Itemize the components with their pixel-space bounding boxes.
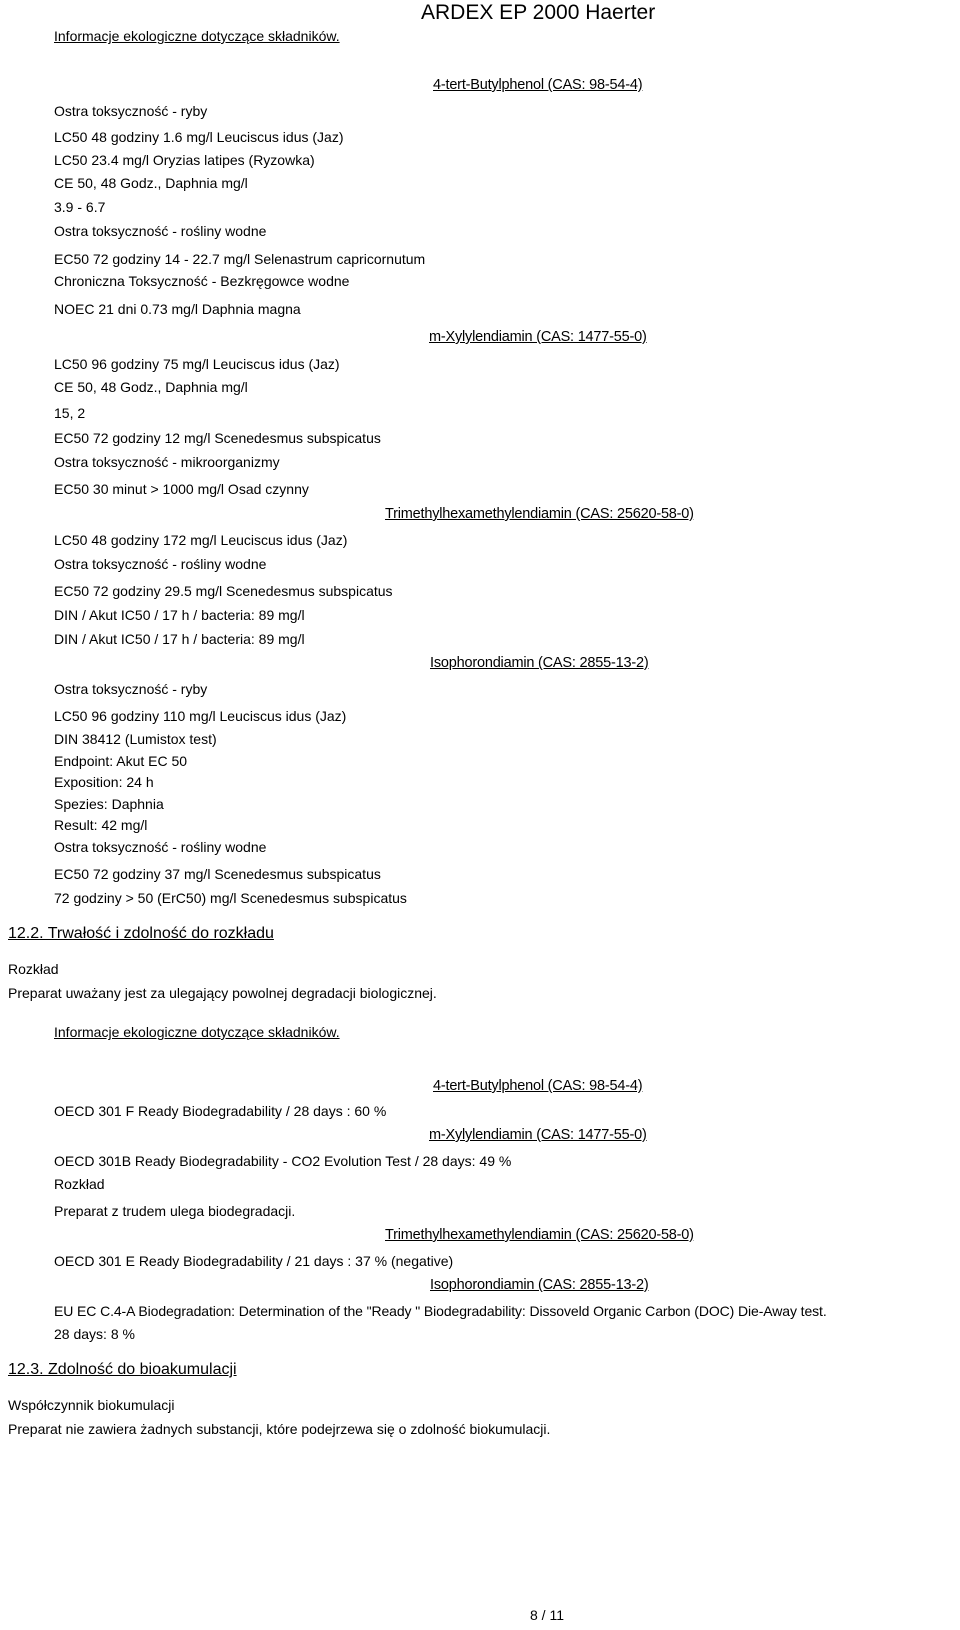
page-number: 8 / 11 — [530, 1607, 564, 1623]
substance-heading: Isophorondiamin (CAS: 2855-13-2) — [430, 1277, 649, 1293]
biodeg-result: 28 days: 8 % — [54, 1326, 135, 1342]
tox-line: DIN / Akut IC50 / 17 h / bacteria: 89 mg/l — [54, 607, 305, 623]
tox-line: Ostra toksyczność - rośliny wodne — [54, 556, 267, 572]
tox-line: Ostra toksyczność - mikroorganizmy — [54, 454, 280, 470]
section-link[interactable]: Informacje ekologiczne dotyczące składników. — [54, 28, 340, 44]
tox-line: Ostra toksyczność - ryby — [54, 681, 208, 697]
tox-line: 72 godziny > 50 (ErC50) mg/l Scenedesmus subspicatus — [54, 890, 407, 906]
section-heading-12-2: 12.2. Trwałość i zdolność do rozkładu — [8, 925, 274, 942]
tox-line: CE 50, 48 Godz., Daphnia mg/l — [54, 379, 248, 395]
biodeg-result: OECD 301 E Ready Biodegradability / 21 days : 37 % (negative) — [54, 1253, 454, 1269]
substance-heading: Trimethylhexamethylendiamin (CAS: 25620-58-0) — [385, 506, 694, 522]
biodeg-result: EU EC C.4-A Biodegradation: Determination of the "Ready " Biodegradability: Dissoveld Organic Carbon (DOC) Die-Away test. — [54, 1303, 827, 1319]
product-title: ARDEX EP 2000 Haerter — [421, 1, 656, 24]
tox-line: DIN / Akut IC50 / 17 h / bacteria: 89 mg/l — [54, 631, 305, 647]
tox-line: Ostra toksyczność - rośliny wodne — [54, 223, 267, 239]
substance-heading: 4-tert-Butylphenol (CAS: 98-54-4) — [433, 1078, 643, 1094]
tox-line: 3.9 - 6.7 — [54, 199, 106, 215]
tox-line: LC50 96 godziny 110 mg/l Leuciscus idus (Jaz) — [54, 708, 347, 724]
tox-line: LC50 48 godziny 172 mg/l Leuciscus idus (Jaz) — [54, 532, 348, 548]
label-bioaccumulation: Współczynnik biokumulacji — [8, 1397, 175, 1413]
tox-line: LC50 96 godziny 75 mg/l Leuciscus idus (Jaz) — [54, 356, 340, 372]
tox-line: Spezies: Daphnia — [54, 796, 164, 812]
tox-line: LC50 23.4 mg/l Oryzias latipes (Ryzowka) — [54, 152, 315, 168]
tox-line: Exposition: 24 h — [54, 774, 154, 790]
biodeg-result: OECD 301B Ready Biodegradability - CO2 Evolution Test / 28 days: 49 % — [54, 1153, 512, 1169]
tox-line: EC50 30 minut > 1000 mg/l Osad czynny — [54, 481, 309, 497]
substance-heading: Trimethylhexamethylendiamin (CAS: 25620-58-0) — [385, 1227, 694, 1243]
tox-line: Result: 42 mg/l — [54, 817, 148, 833]
tox-line: LC50 48 godziny 1.6 mg/l Leuciscus idus (Jaz) — [54, 129, 344, 145]
tox-line: EC50 72 godziny 12 mg/l Scenedesmus subspicatus — [54, 430, 381, 446]
substance-heading: m-Xylylendiamin (CAS: 1477-55-0) — [429, 329, 647, 345]
tox-line: Endpoint: Akut EC 50 — [54, 753, 188, 769]
substance-heading: Isophorondiamin (CAS: 2855-13-2) — [430, 655, 649, 671]
tox-line: 15, 2 — [54, 405, 86, 421]
tox-line: Ostra toksyczność - rośliny wodne — [54, 839, 267, 855]
tox-line: NOEC 21 dni 0.73 mg/l Daphnia magna — [54, 301, 301, 317]
tox-line: DIN 38412 (Lumistox test) — [54, 731, 217, 747]
tox-line: EC50 72 godziny 37 mg/l Scenedesmus subspicatus — [54, 866, 381, 882]
label-rozklad: Rozkład — [8, 961, 59, 977]
label-rozklad: Rozkład — [54, 1176, 105, 1192]
section-heading-12-3: 12.3. Zdolność do bioakumulacji — [8, 1361, 237, 1378]
substance-heading: 4-tert-Butylphenol (CAS: 98-54-4) — [433, 77, 643, 93]
bioaccumulation-text: Preparat nie zawiera żadnych substancji, które podejrzewa się o zdolność biokumulacji. — [8, 1421, 551, 1437]
biodeg-text: Preparat z trudem ulega biodegradacji. — [54, 1203, 296, 1219]
tox-line: Ostra toksyczność - ryby — [54, 103, 208, 119]
section-link[interactable]: Informacje ekologiczne dotyczące składników. — [54, 1024, 340, 1040]
tox-line: CE 50, 48 Godz., Daphnia mg/l — [54, 175, 248, 191]
tox-line: Chroniczna Toksyczność - Bezkręgowce wodne — [54, 273, 350, 289]
degradation-text: Preparat uważany jest za ulegający powolnej degradacji biologicznej. — [8, 985, 437, 1001]
biodeg-result: OECD 301 F Ready Biodegradability / 28 days : 60 % — [54, 1103, 387, 1119]
tox-line: EC50 72 godziny 14 - 22.7 mg/l Selenastrum capricornutum — [54, 251, 426, 267]
substance-heading: m-Xylylendiamin (CAS: 1477-55-0) — [429, 1127, 647, 1143]
tox-line: EC50 72 godziny 29.5 mg/l Scenedesmus subspicatus — [54, 583, 393, 599]
